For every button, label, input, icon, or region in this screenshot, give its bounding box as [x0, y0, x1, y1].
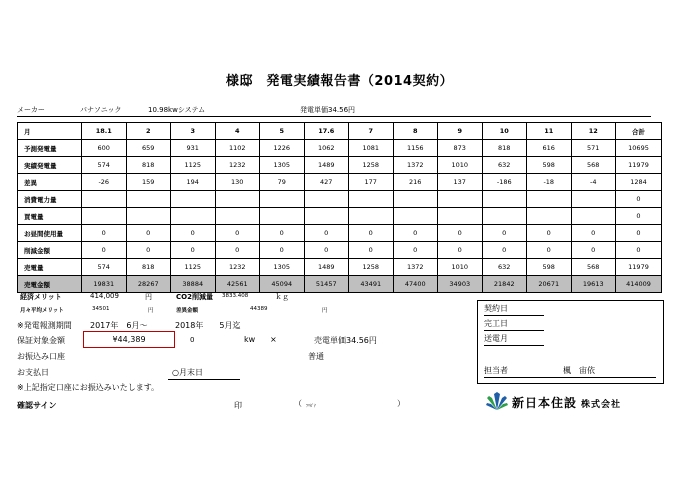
column-header: 8 [393, 123, 438, 140]
table-cell: 0 [393, 225, 438, 242]
contract-date-line [484, 315, 544, 316]
table-cell: 45094 [260, 276, 305, 293]
table-cell [571, 208, 616, 225]
staff-name: 楓 宙依 [563, 366, 595, 375]
table-cell: 616 [527, 140, 572, 157]
table-cell: 19613 [571, 276, 616, 293]
table-cell: 574 [82, 259, 127, 276]
monthly-merit-unit: 円 [148, 308, 154, 314]
column-header: 合計 [616, 123, 662, 140]
table-cell: 1372 [393, 259, 438, 276]
table-cell: 818 [482, 140, 527, 157]
table-cell: 0 [126, 225, 171, 242]
table-cell: 159 [126, 174, 171, 191]
company-name [512, 394, 621, 411]
guarantee-label: 保証対象金額 [17, 336, 65, 345]
table-cell [304, 208, 349, 225]
table-cell: 1010 [438, 157, 483, 174]
table-cell [482, 191, 527, 208]
sent-month-label: 送電月 [484, 334, 508, 343]
row-label: 売電金額 [18, 276, 82, 293]
monthly-merit-label: 月々平均メリット [20, 308, 64, 314]
payday-value: ○月末日 [172, 368, 203, 377]
table-cell: 0 [260, 242, 305, 259]
total-cell: 1284 [616, 174, 662, 191]
table-header-row [18, 123, 662, 140]
header-unit-price: 発電単価34.56円 [300, 106, 356, 114]
table-cell [527, 208, 572, 225]
table-cell [126, 208, 171, 225]
table-cell: 1305 [260, 259, 305, 276]
column-header: 9 [438, 123, 483, 140]
table-cell: 0 [304, 242, 349, 259]
table-cell: -26 [82, 174, 127, 191]
table-cell: 598 [527, 259, 572, 276]
total-cell: 414009 [616, 276, 662, 293]
system-size: 10.98kwシステム [148, 106, 206, 114]
co2-label: CO2削減量 [176, 293, 213, 301]
table-cell: 0 [82, 242, 127, 259]
co2-value: 3833.408 [222, 293, 249, 299]
bank-account-label: お振込み口座 [17, 352, 65, 361]
table-cell: 1305 [260, 157, 305, 174]
table-cell: 632 [482, 157, 527, 174]
sign-label: 確認サイン [17, 401, 57, 410]
table-cell [527, 191, 572, 208]
table-cell: 600 [82, 140, 127, 157]
table-cell: -4 [571, 174, 616, 191]
column-header: 2 [126, 123, 171, 140]
total-cell: 11979 [616, 157, 662, 174]
table-row [18, 259, 662, 276]
completion-date-line [484, 330, 544, 331]
table-cell: 137 [438, 174, 483, 191]
table-cell: 0 [349, 242, 394, 259]
table-cell: 1372 [393, 157, 438, 174]
row-label: 消費電力量 [18, 191, 82, 208]
table-cell: 0 [215, 225, 260, 242]
table-cell: 216 [393, 174, 438, 191]
table-cell: 42561 [215, 276, 260, 293]
table-cell [215, 208, 260, 225]
table-cell: 0 [571, 242, 616, 259]
table-cell: 1125 [171, 157, 216, 174]
table-cell: 19831 [82, 276, 127, 293]
table-cell: 28267 [126, 276, 171, 293]
sent-month-line [484, 345, 544, 346]
row-label: 実績発電量 [18, 157, 82, 174]
total-cell: 0 [616, 191, 662, 208]
seal-mark: 印 [234, 401, 242, 410]
table-cell: 79 [260, 174, 305, 191]
table-cell [215, 191, 260, 208]
completion-date-label: 完工日 [484, 319, 508, 328]
total-cell: 0 [616, 242, 662, 259]
table-cell: 34903 [438, 276, 483, 293]
table-cell: 51457 [304, 276, 349, 293]
period-start: 2017年 6月～ [90, 321, 148, 330]
table-cell: 0 [482, 225, 527, 242]
maker-value: パナソニック [80, 106, 122, 114]
table-cell: 20671 [527, 276, 572, 293]
table-cell: 0 [171, 242, 216, 259]
table-cell: 1062 [304, 140, 349, 157]
table-cell: 21842 [482, 276, 527, 293]
row-label: 差異 [18, 174, 82, 191]
table-cell: 574 [82, 157, 127, 174]
table-cell: 0 [304, 225, 349, 242]
column-header: 7 [349, 123, 394, 140]
merit-value: 414,009 [90, 292, 119, 300]
table-cell: 0 [438, 225, 483, 242]
table-row [18, 208, 662, 225]
total-cell: 0 [616, 225, 662, 242]
table-cell [82, 208, 127, 225]
table-cell: 0 [571, 225, 616, 242]
table-cell: 632 [482, 259, 527, 276]
table-cell [482, 208, 527, 225]
period-label: ※発電報測期間 [17, 321, 72, 330]
table-cell: 1010 [438, 259, 483, 276]
total-cell: 10695 [616, 140, 662, 157]
table-cell: 873 [438, 140, 483, 157]
table-row [18, 276, 662, 293]
table-cell: 568 [571, 157, 616, 174]
table-row [18, 140, 662, 157]
table-cell [438, 208, 483, 225]
payday-underline [168, 379, 240, 380]
company-name-main: 新日本住設 [512, 396, 578, 410]
table-cell [126, 191, 171, 208]
furigana-open: （ [294, 399, 302, 408]
table-cell: 1226 [260, 140, 305, 157]
staff-label: 担当者 [484, 366, 508, 375]
table-cell: 1232 [215, 157, 260, 174]
table-cell: 818 [126, 259, 171, 276]
company-suffix: 株式会社 [581, 400, 622, 410]
row-label: 削減金額 [18, 242, 82, 259]
report-title: 様邸 発電実績報告書（2014契約） [225, 74, 454, 89]
co2-unit: ｋｇ [275, 293, 289, 301]
company-logo-icon [486, 390, 508, 412]
furigana-label: ﾌﾘｶﾞﾅ [306, 403, 316, 408]
column-header: 17.6 [304, 123, 349, 140]
table-cell: 598 [527, 157, 572, 174]
column-header: 18.1 [82, 123, 127, 140]
row-label: お昼間使用量 [18, 225, 82, 242]
maker-label: メーカー [17, 106, 45, 114]
table-cell: 1102 [215, 140, 260, 157]
unit-price: 売電単価34.56円 [314, 336, 377, 345]
row-label: 売電量 [18, 259, 82, 276]
table-cell: 0 [260, 225, 305, 242]
column-header: 4 [215, 123, 260, 140]
table-cell: 659 [126, 140, 171, 157]
merit-label: 経済メリット [20, 293, 62, 301]
table-cell: -18 [527, 174, 572, 191]
table-cell: 931 [171, 140, 216, 157]
table-cell: 1489 [304, 259, 349, 276]
column-header: 3 [171, 123, 216, 140]
table-cell: 1125 [171, 259, 216, 276]
table-cell [438, 191, 483, 208]
guarantee-amount-box [83, 331, 175, 348]
table-cell: 0 [82, 225, 127, 242]
table-cell: 1156 [393, 140, 438, 157]
diff-amount-label: 差異金額 [176, 308, 199, 314]
table-cell: 0 [527, 225, 572, 242]
table-cell [260, 191, 305, 208]
table-cell [349, 191, 394, 208]
table-row [18, 242, 662, 259]
table-row [18, 225, 662, 242]
table-cell: 1489 [304, 157, 349, 174]
table-cell: 427 [304, 174, 349, 191]
merit-unit: 円 [145, 293, 152, 301]
table-cell: 1258 [349, 157, 394, 174]
period-end: 2018年 5月迄 [175, 321, 241, 330]
table-cell [304, 191, 349, 208]
table-cell: 0 [527, 242, 572, 259]
furigana-close: ） [397, 399, 405, 408]
table-row [18, 174, 662, 191]
month-header: 月 [18, 123, 82, 140]
table-cell: 571 [571, 140, 616, 157]
table-cell: 0 [215, 242, 260, 259]
column-header: 11 [527, 123, 572, 140]
table-cell [393, 208, 438, 225]
table-cell: 38884 [171, 276, 216, 293]
times-sign: × [270, 335, 277, 344]
row-label: 予測発電量 [18, 140, 82, 157]
table-cell [171, 191, 216, 208]
column-header: 5 [260, 123, 305, 140]
contract-date-label: 契約日 [484, 304, 508, 313]
table-cell: 177 [349, 174, 394, 191]
diff-amount-value: 44389 [250, 306, 268, 312]
logo-rays [486, 392, 508, 410]
table-cell: 47400 [393, 276, 438, 293]
transfer-note: ※上記指定口座にお振込みいたします。 [17, 383, 160, 392]
table-cell: 818 [126, 157, 171, 174]
table-cell: 0 [438, 242, 483, 259]
table-cell: 43491 [349, 276, 394, 293]
table-cell: 1081 [349, 140, 394, 157]
table-cell: 194 [171, 174, 216, 191]
header-underline [17, 116, 651, 117]
table-row [18, 191, 662, 208]
table-cell [393, 191, 438, 208]
table-cell: 1258 [349, 259, 394, 276]
guarantee-amount: ¥44,389 [112, 335, 146, 344]
table-cell: 1232 [215, 259, 260, 276]
table-cell: 568 [571, 259, 616, 276]
table-cell: 0 [393, 242, 438, 259]
table-cell: 0 [482, 242, 527, 259]
table-row [18, 157, 662, 174]
column-header: 12 [571, 123, 616, 140]
row-label: 買電量 [18, 208, 82, 225]
account-type: 普通 [308, 352, 324, 361]
monthly-merit-value: 34501 [92, 306, 110, 312]
column-header: 10 [482, 123, 527, 140]
kw-unit: kw [244, 335, 256, 344]
table-cell [171, 208, 216, 225]
table-cell [349, 208, 394, 225]
staff-line [484, 377, 656, 378]
table-cell: 0 [126, 242, 171, 259]
payday-label: お支払日 [17, 368, 49, 377]
table-cell: 0 [171, 225, 216, 242]
table-cell: 130 [215, 174, 260, 191]
zero-value: 0 [190, 336, 195, 344]
table-cell: -186 [482, 174, 527, 191]
total-cell: 0 [616, 208, 662, 225]
table-cell [260, 208, 305, 225]
table-cell [82, 191, 127, 208]
diff-amount-unit: 円 [322, 308, 328, 314]
table-cell [571, 191, 616, 208]
generation-table [17, 122, 662, 293]
table-cell: 0 [349, 225, 394, 242]
total-cell: 11979 [616, 259, 662, 276]
